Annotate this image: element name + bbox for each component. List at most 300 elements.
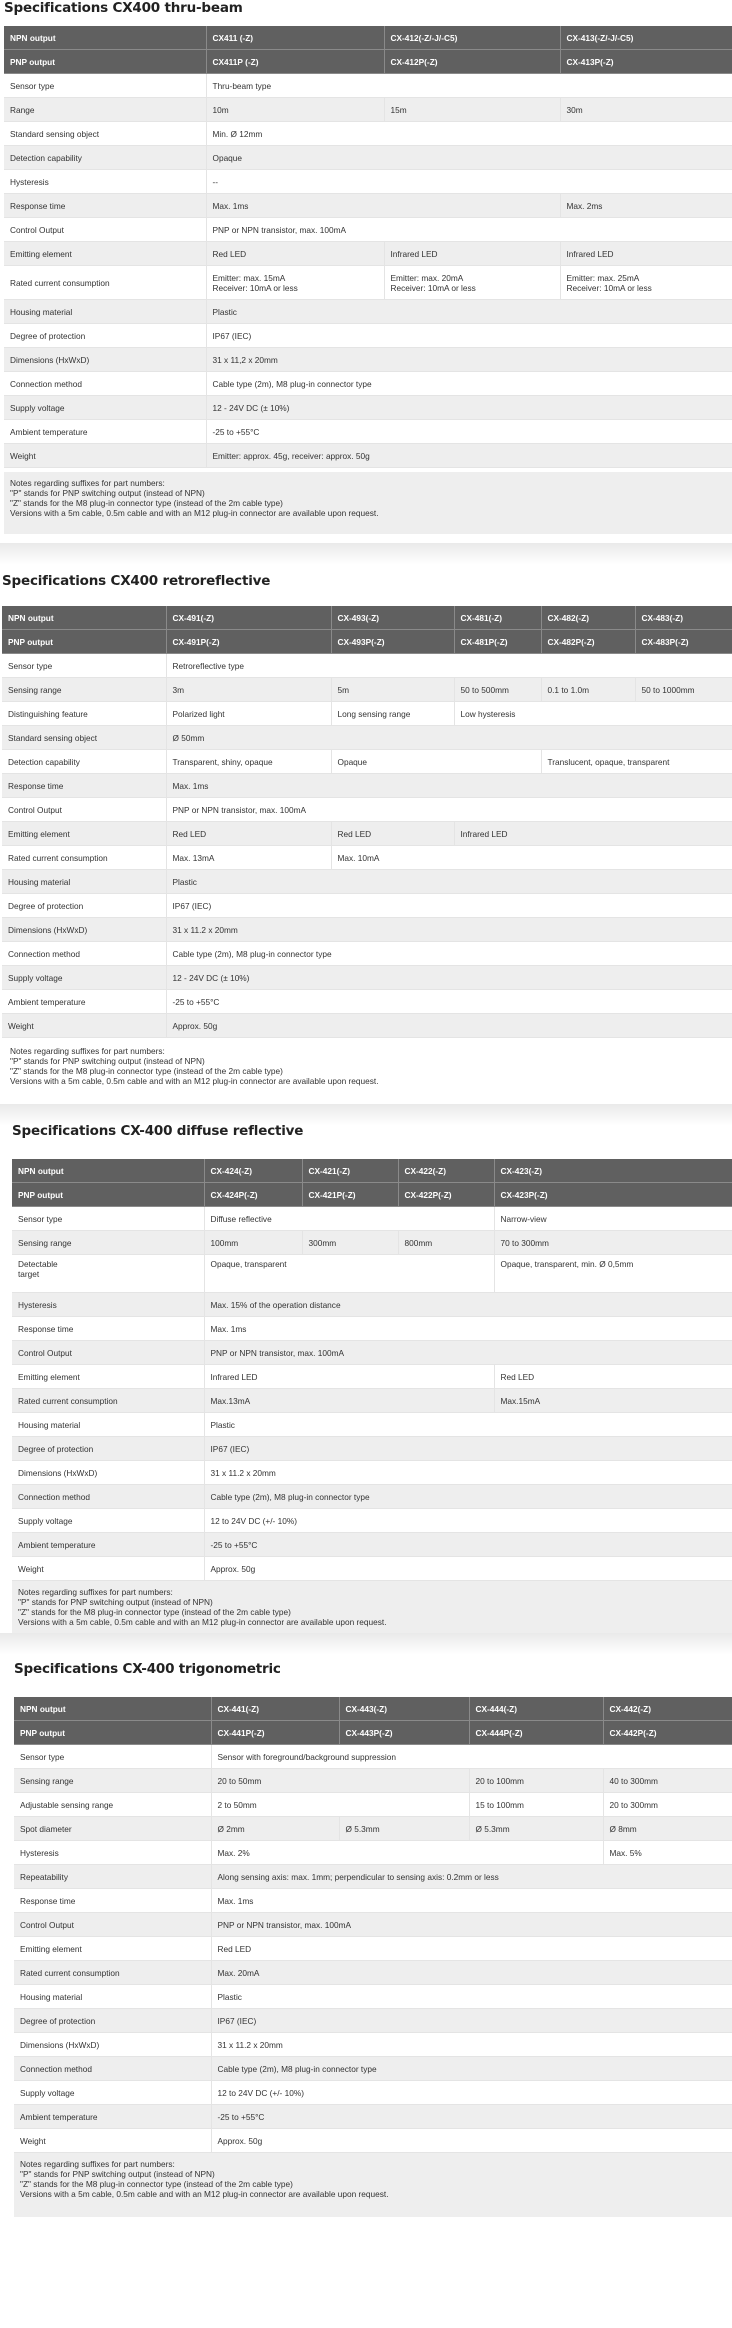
table-cell: Infrared LED [204,1365,494,1389]
separator-band [0,543,732,565]
table-row [4,324,732,348]
table-row [12,1461,732,1485]
row-label: Sensor type [4,74,206,98]
row-label: Dimensions (HxWxD) [2,918,166,942]
table-cell: 12 - 24V DC (± 10%) [206,396,732,420]
table-cell: Max. 15% of the operation distance [204,1293,732,1317]
header-cell: CX-491P(-Z) [166,630,331,654]
row-label: Adjustable sensing range [14,1793,211,1817]
table-cell: 31 x 11,2 x 20mm [206,348,732,372]
table-cell: 12 to 24V DC (+/- 10%) [211,2081,732,2105]
header-cell: CX-483P(-Z) [635,630,732,654]
table-cell: 31 x 11.2 x 20mm [166,918,732,942]
table-row [14,1817,732,1841]
table-row [14,1913,732,1937]
table-row [4,98,732,122]
row-label: Spot diameter [14,1817,211,1841]
table-cell: Transparent, shiny, opaque [166,750,331,774]
table-cell: -25 to +55°C [204,1533,732,1557]
row-label: Control Output [14,1913,211,1937]
row-label: Weight [12,1557,204,1581]
table-cell: 100mm [204,1231,302,1255]
row-label: Housing material [2,870,166,894]
table-row [14,1889,732,1913]
table-cell: PNP or NPN transistor, max. 100mA [204,1341,732,1365]
table-cell: IP67 (IEC) [204,1437,732,1461]
table-cell: Max. 10mA [331,846,732,870]
table-cell: Max. 20mA [211,1961,732,1985]
table-cell: Opaque, transparent, min. Ø 0,5mm [494,1255,732,1293]
header-cell: CX-481P(-Z) [454,630,541,654]
table-row [4,218,732,242]
header-cell: CX-444(-Z) [469,1697,603,1721]
row-label: Response time [14,1889,211,1913]
table-cell: 15 to 100mm [469,1793,603,1817]
table-cell: 15m [384,98,560,122]
table-cell: Retroreflective type [166,654,732,678]
header-cell: NPN output [14,1697,211,1721]
spec-section-retroreflective [2,573,732,1096]
header-cell: CX-422(-Z) [398,1159,494,1183]
table-row [4,266,732,300]
table-cell: Opaque, transparent [204,1255,494,1293]
table-cell: 12 to 24V DC (+/- 10%) [204,1509,732,1533]
table-cell: Sensor with foreground/background suppression [211,1745,732,1769]
header-cell: NPN output [4,26,206,50]
table-cell: Along sensing axis: max. 1mm; perpendicular to sensing axis: 0.2mm or less [211,1865,732,1889]
row-label: Standard sensing object [4,122,206,146]
table-cell: Max. 1ms [166,774,732,798]
header-cell: CX-413P(-Z) [560,50,732,74]
table-cell: Max. 13mA [166,846,331,870]
section-title: Specifications CX400 thru-beam [4,0,243,16]
table-cell: 70 to 300mm [494,1231,732,1255]
table-cell: 12 - 24V DC (± 10%) [166,966,732,990]
table-cell: Ø 50mm [166,726,732,750]
table-row [4,372,732,396]
table-cell: Plastic [211,1985,732,2009]
table-row [2,654,732,678]
note-line: "Z" stands for the M8 plug-in connector type (instead of the 2m cable type) [20,2179,293,2189]
row-label: Sensing range [12,1231,204,1255]
table-cell: Narrow-view [494,1207,732,1231]
header-row-npn [2,606,732,630]
note-line: Versions with a 5m cable, 0.5m cable and with an M12 plug-in connector are available upon request. [10,1076,379,1086]
table-row [2,702,732,726]
table-cell: Approx. 50g [166,1014,732,1038]
header-cell: CX411P (-Z) [206,50,384,74]
header-cell: CX-423P(-Z) [494,1183,732,1207]
header-row-pnp [14,1721,732,1745]
table-cell: Max.15mA [494,1389,732,1413]
table-cell: Emitter: max. 20mA Receiver: 10mA or less [384,266,560,300]
table-cell: Infrared LED [454,822,732,846]
spec-section-trigonometric [14,1661,732,2217]
spec-table [2,606,732,1038]
row-label: Degree of protection [4,324,206,348]
table-row [4,74,732,98]
table-row [4,194,732,218]
row-label: Supply voltage [2,966,166,990]
note-line: "P" stands for PNP switching output (instead of NPN) [20,2169,215,2179]
table-cell: Max. 5% [603,1841,732,1865]
section-title: Specifications CX-400 diffuse reflective [12,1123,304,1139]
table-row [4,444,732,468]
table-row [14,2081,732,2105]
row-label: Connection method [14,2057,211,2081]
header-cell: CX-413(-Z/-J/-C5) [560,26,732,50]
header-cell: NPN output [12,1159,204,1183]
table-cell: Max. 1ms [204,1317,732,1341]
row-label: Degree of protection [2,894,166,918]
row-label: Dimensions (HxWxD) [4,348,206,372]
table-cell: Approx. 50g [211,2129,732,2153]
table-cell: Max. 2ms [560,194,732,218]
table-row [14,2009,732,2033]
row-label: Housing material [14,1985,211,2009]
table-cell: 20 to 300mm [603,1793,732,1817]
table-row [12,1231,732,1255]
header-row-npn [4,26,732,50]
header-cell: CX-443P(-Z) [339,1721,469,1745]
note-line: Notes regarding suffixes for part numbers: [18,1587,173,1597]
row-label: Response time [2,774,166,798]
header-cell: CX-493P(-Z) [331,630,454,654]
table-row [12,1533,732,1557]
table-cell: Emitter: approx. 45g, receiver: approx. 50g [206,444,732,468]
table-row [14,2057,732,2081]
note-line: Versions with a 5m cable, 0.5m cable and with an M12 plug-in connector are available upon request. [20,2189,389,2199]
header-cell: CX-421(-Z) [302,1159,398,1183]
header-cell: CX-422P(-Z) [398,1183,494,1207]
table-row [4,348,732,372]
spec-table [14,1697,732,2153]
header-cell: NPN output [2,606,166,630]
row-label: Rated current consumption [14,1961,211,1985]
row-label: Supply voltage [12,1509,204,1533]
table-row [12,1557,732,1581]
header-cell: CX-481(-Z) [454,606,541,630]
table-cell: Ø 5.3mm [469,1817,603,1841]
table-cell: 20 to 100mm [469,1769,603,1793]
table-row [14,1745,732,1769]
row-label: Housing material [4,300,206,324]
table-row [12,1317,732,1341]
table-cell: Approx. 50g [204,1557,732,1581]
table-cell: Infrared LED [384,242,560,266]
table-cell: -25 to +55°C [166,990,732,1014]
table-cell: -25 to +55°C [211,2105,732,2129]
row-label: Weight [2,1014,166,1038]
table-cell: Max.13mA [204,1389,494,1413]
table-cell: Polarized light [166,702,331,726]
table-row [4,242,732,266]
header-cell: PNP output [4,50,206,74]
table-row [2,966,732,990]
header-cell: CX-442P(-Z) [603,1721,732,1745]
row-label: Degree of protection [12,1437,204,1461]
header-cell: CX-442(-Z) [603,1697,732,1721]
table-cell: Max. 1ms [206,194,560,218]
note-line: Notes regarding suffixes for part numbers: [10,1046,165,1056]
table-cell: Cable type (2m), M8 plug-in connector type [204,1485,732,1509]
table-row [2,798,732,822]
header-cell: CX-441(-Z) [211,1697,339,1721]
header-cell: CX-424P(-Z) [204,1183,302,1207]
header-cell: CX-483(-Z) [635,606,732,630]
header-cell: CX-493(-Z) [331,606,454,630]
table-row [14,2129,732,2153]
row-label: Ambient temperature [4,420,206,444]
table-cell: 20 to 50mm [211,1769,469,1793]
table-cell: 0.1 to 1.0m [541,678,635,702]
table-cell: 5m [331,678,454,702]
table-row [14,1961,732,1985]
header-cell: PNP output [2,630,166,654]
table-cell: -25 to +55°C [206,420,732,444]
table-cell: 31 x 11.2 x 20mm [204,1461,732,1485]
row-label: Supply voltage [4,396,206,420]
table-cell: Min. Ø 12mm [206,122,732,146]
table-cell: PNP or NPN transistor, max. 100mA [211,1913,732,1937]
header-row-npn [12,1159,732,1183]
notes-box [2,1040,732,1096]
row-label: Repeatability [14,1865,211,1889]
notes-box [4,472,732,534]
table-row [2,1014,732,1038]
header-cell: CX-424(-Z) [204,1159,302,1183]
notes-box [14,2153,732,2217]
table-row [4,146,732,170]
table-cell: Cable type (2m), M8 plug-in connector type [166,942,732,966]
row-label: Dimensions (HxWxD) [14,2033,211,2057]
row-label: Emitting element [12,1365,204,1389]
row-label: Emitting element [4,242,206,266]
row-label: Ambient temperature [2,990,166,1014]
spec-table [4,26,732,468]
table-row [14,1937,732,1961]
header-cell: CX-482(-Z) [541,606,635,630]
row-label: Dimensions (HxWxD) [12,1461,204,1485]
header-cell: PNP output [14,1721,211,1745]
row-label: Emitting element [2,822,166,846]
header-row-pnp [12,1183,732,1207]
row-label: Degree of protection [14,2009,211,2033]
table-cell: Red LED [494,1365,732,1389]
row-label: Hysteresis [14,1841,211,1865]
table-row [4,122,732,146]
note-line: "Z" stands for the M8 plug-in connector type (instead of the 2m cable type) [10,1066,283,1076]
row-label: Control Output [12,1341,204,1365]
row-label: Hysteresis [12,1293,204,1317]
table-cell: Ø 5.3mm [339,1817,469,1841]
table-row [12,1365,732,1389]
table-cell: Emitter: max. 25mA Receiver: 10mA or less [560,266,732,300]
table-cell: Cable type (2m), M8 plug-in connector type [211,2057,732,2081]
table-row [12,1509,732,1533]
row-label: Connection method [2,942,166,966]
table-row [2,894,732,918]
table-cell: Max. 1ms [211,1889,732,1913]
table-row [12,1207,732,1231]
table-row [2,822,732,846]
row-label: Sensing range [14,1769,211,1793]
note-line: "P" stands for PNP switching output (instead of NPN) [10,488,205,498]
table-cell: Thru-beam type [206,74,732,98]
header-cell: CX-443(-Z) [339,1697,469,1721]
table-cell: 10m [206,98,384,122]
table-row [14,1865,732,1889]
table-row [4,396,732,420]
table-cell: Cable type (2m), M8 plug-in connector type [206,372,732,396]
table-cell: Diffuse reflective [204,1207,494,1231]
row-label: Control Output [4,218,206,242]
header-row-pnp [4,50,732,74]
table-cell: Ø 8mm [603,1817,732,1841]
row-label: Rated current consumption [2,846,166,870]
table-row [4,420,732,444]
table-row [12,1413,732,1437]
table-row [2,846,732,870]
header-cell: CX-412P(-Z) [384,50,560,74]
row-label: Control Output [2,798,166,822]
row-label: Connection method [12,1485,204,1509]
row-label: Response time [12,1317,204,1341]
row-label: Distinguishing feature [2,702,166,726]
header-cell: CX411 (-Z) [206,26,384,50]
table-row [2,678,732,702]
row-label: Ambient temperature [14,2105,211,2129]
header-cell: CX-482P(-Z) [541,630,635,654]
spec-section-thru-beam [4,0,732,534]
table-row [12,1293,732,1317]
table-cell: PNP or NPN transistor, max. 100mA [166,798,732,822]
table-cell: Red LED [206,242,384,266]
table-cell: PNP or NPN transistor, max. 100mA [206,218,732,242]
note-line: Notes regarding suffixes for part numbers: [10,478,165,488]
note-line: Versions with a 5m cable, 0.5m cable and with an M12 plug-in connector are available upon request. [10,508,379,518]
row-label: Sensing range [2,678,166,702]
section-title: Specifications CX400 retroreflective [2,573,271,589]
table-row [4,170,732,194]
note-line: "Z" stands for the M8 plug-in connector type (instead of the 2m cable type) [18,1607,291,1617]
table-cell: IP67 (IEC) [211,2009,732,2033]
table-row [2,942,732,966]
table-cell: Opaque [331,750,541,774]
header-cell: CX-421P(-Z) [302,1183,398,1207]
table-row [14,1985,732,2009]
separator-band [0,1633,732,1655]
header-cell: CX-491(-Z) [166,606,331,630]
table-cell: 2 to 50mm [211,1793,469,1817]
row-label: Hysteresis [4,170,206,194]
row-label: Standard sensing object [2,726,166,750]
table-row [2,990,732,1014]
table-row [12,1437,732,1461]
table-row [2,918,732,942]
header-row-npn [14,1697,732,1721]
table-cell: Red LED [331,822,454,846]
header-cell: CX-423(-Z) [494,1159,732,1183]
table-cell: Plastic [204,1413,732,1437]
row-label: Ambient temperature [12,1533,204,1557]
row-label: Weight [4,444,206,468]
table-cell: Translucent, opaque, transparent [541,750,732,774]
table-row [12,1389,732,1413]
row-label: Range [4,98,206,122]
table-cell: 30m [560,98,732,122]
table-cell: Red LED [211,1937,732,1961]
spec-table [12,1159,732,1581]
header-cell: PNP output [12,1183,204,1207]
table-cell: 50 to 1000mm [635,678,732,702]
table-row [2,870,732,894]
table-cell: Red LED [166,822,331,846]
note-line: "P" stands for PNP switching output (instead of NPN) [10,1056,205,1066]
section-title: Specifications CX-400 trigonometric [14,1661,281,1677]
row-label: Sensor type [14,1745,211,1769]
table-cell: 800mm [398,1231,494,1255]
row-label: Detection capability [2,750,166,774]
table-row [14,2105,732,2129]
table-row [14,1769,732,1793]
table-cell: 31 x 11.2 x 20mm [211,2033,732,2057]
table-cell: IP67 (IEC) [166,894,732,918]
table-row [2,750,732,774]
table-row [14,1841,732,1865]
note-line: Notes regarding suffixes for part numbers: [20,2159,175,2169]
table-row [2,726,732,750]
table-cell: Ø 2mm [211,1817,339,1841]
row-label: Detection capability [4,146,206,170]
row-label: Connection method [4,372,206,396]
row-label: Supply voltage [14,2081,211,2105]
table-cell: 3m [166,678,331,702]
row-label: Housing material [12,1413,204,1437]
row-label: Emitting element [14,1937,211,1961]
table-cell: Plastic [206,300,732,324]
row-label: Sensor type [12,1207,204,1231]
table-cell: Long sensing range [331,702,454,726]
spec-section-diffuse-reflective [12,1123,732,1645]
row-label: Sensor type [2,654,166,678]
table-cell: Low hysteresis [454,702,732,726]
header-cell: CX-441P(-Z) [211,1721,339,1745]
note-line: "Z" stands for the M8 plug-in connector type (instead of the 2m cable type) [10,498,283,508]
table-cell: 300mm [302,1231,398,1255]
table-row [2,774,732,798]
table-row [12,1485,732,1509]
table-cell: Plastic [166,870,732,894]
note-line: "P" stands for PNP switching output (instead of NPN) [18,1597,213,1607]
table-row [12,1255,732,1293]
table-cell: Emitter: max. 15mA Receiver: 10mA or less [206,266,384,300]
table-cell: 40 to 300mm [603,1769,732,1793]
table-cell: Infrared LED [560,242,732,266]
header-cell: CX-412(-Z/-J/-C5) [384,26,560,50]
note-line: Versions with a 5m cable, 0.5m cable and with an M12 plug-in connector are available upon request. [18,1617,387,1627]
table-cell: -- [206,170,732,194]
header-row-pnp [2,630,732,654]
row-label: Rated current consumption [4,266,206,300]
table-cell: Max. 2% [211,1841,603,1865]
row-label: Response time [4,194,206,218]
table-cell: Opaque [206,146,732,170]
table-row [14,2033,732,2057]
table-cell: 50 to 500mm [454,678,541,702]
table-row [12,1341,732,1365]
header-cell: CX-444P(-Z) [469,1721,603,1745]
